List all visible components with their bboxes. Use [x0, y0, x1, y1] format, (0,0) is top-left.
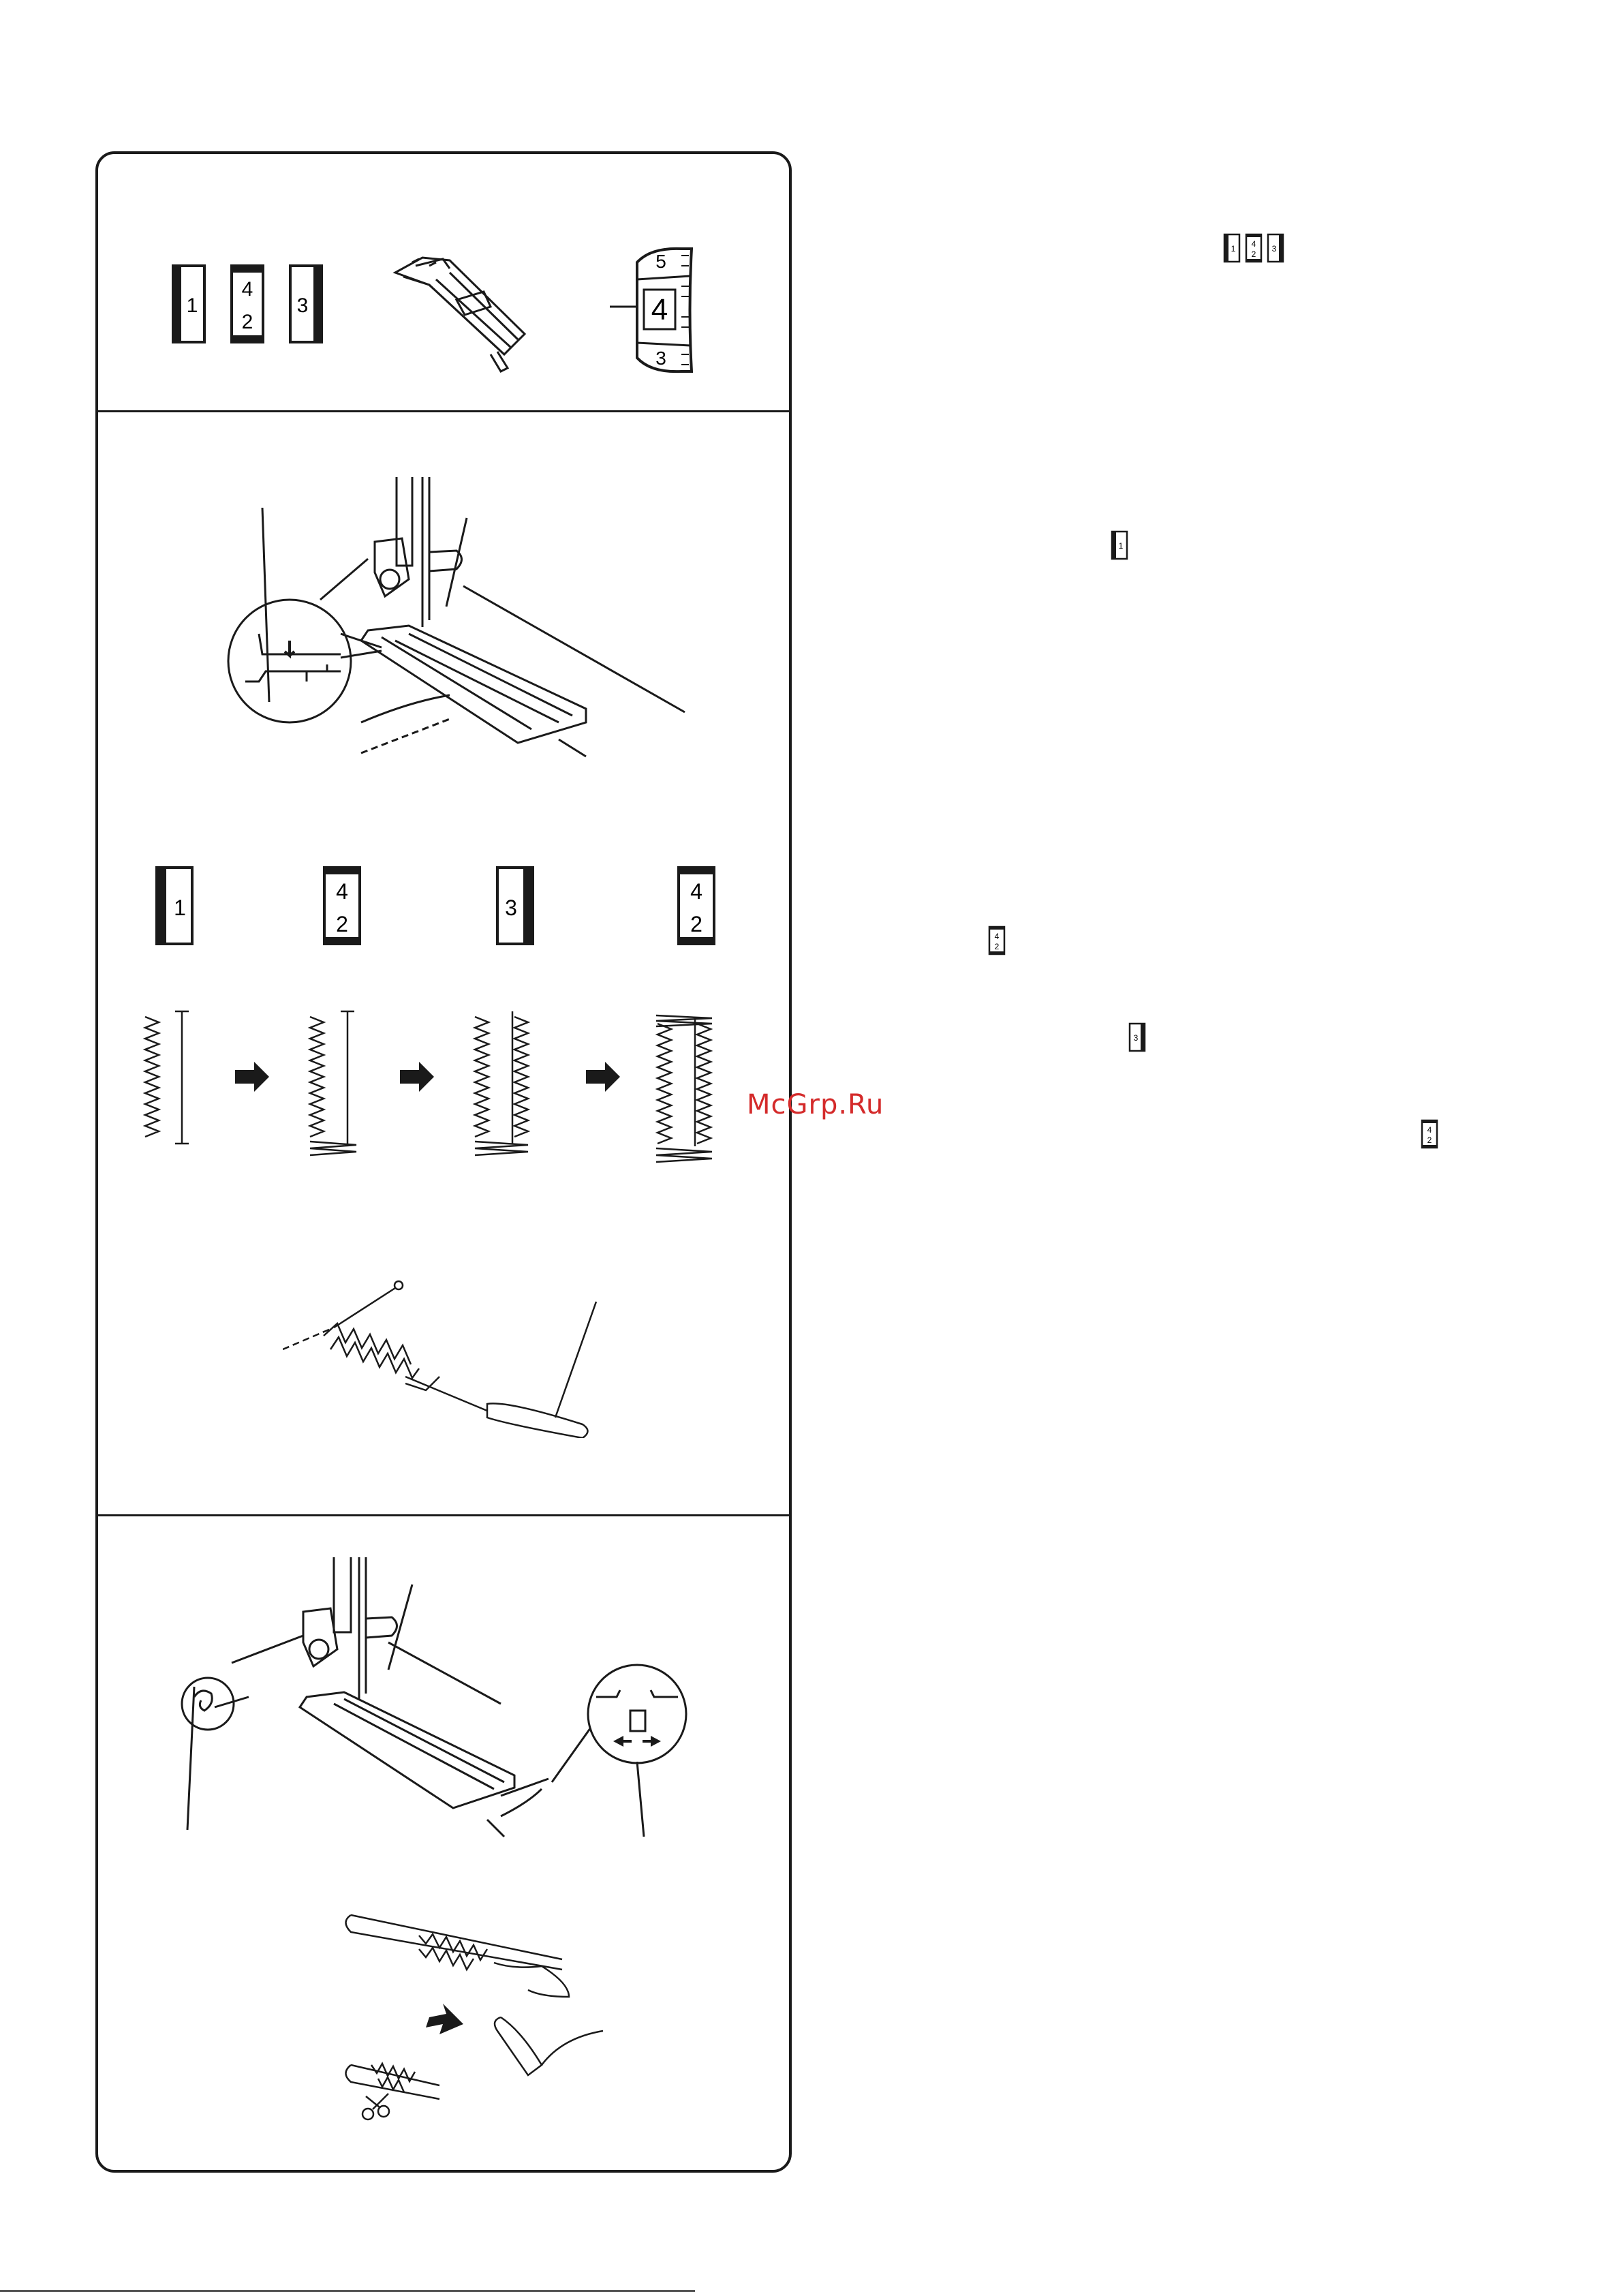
svg-text:4: 4: [1427, 1125, 1432, 1135]
row-phase-icon-1: [157, 868, 192, 944]
footer-rule: [0, 2290, 695, 2292]
svg-text:2: 2: [690, 912, 702, 936]
inline-icon-phase-3: [1128, 1022, 1146, 1052]
svg-text:5: 5: [655, 251, 666, 272]
inline-icon-phase-4-2-final: [1421, 1119, 1438, 1149]
cord-trim-illustration: [337, 1895, 610, 2140]
svg-text:1: 1: [1231, 244, 1236, 254]
row-phase-icon-3: [497, 868, 533, 944]
inline-icon-phase-4-2: [988, 925, 1006, 955]
svg-text:2: 2: [241, 311, 253, 333]
buttonhole-sequence: [140, 1002, 753, 1179]
watermark-text: McGrp.Ru: [747, 1089, 884, 1120]
svg-text:4: 4: [994, 932, 1000, 941]
buttonhole-foot-illustration: [388, 252, 538, 382]
svg-text:3: 3: [655, 348, 666, 369]
svg-text:2: 2: [336, 912, 348, 936]
svg-text:3: 3: [1133, 1033, 1139, 1043]
phase-icons-row: [136, 862, 749, 951]
svg-text:2: 2: [1251, 249, 1256, 259]
phase-icon-4-2: [232, 266, 263, 342]
svg-text:1: 1: [1118, 541, 1124, 551]
arrow-3: [586, 1062, 620, 1092]
svg-text:3: 3: [296, 294, 309, 317]
svg-text:1: 1: [174, 896, 186, 920]
phase-icons-set: [164, 260, 334, 349]
panel-divider-top: [97, 410, 790, 412]
row-phase-icon-4-2-final: [679, 868, 714, 944]
pull-arrow: [426, 2004, 463, 2034]
step-4: [656, 1015, 712, 1162]
svg-text:4: 4: [1251, 239, 1256, 249]
phase-icon-1: [173, 266, 204, 342]
arrow-1: [235, 1062, 269, 1092]
svg-text:3: 3: [1271, 244, 1277, 254]
svg-text:1: 1: [186, 294, 198, 317]
step-3: [475, 1011, 528, 1155]
buttonhole-foot-setup-illustration: [204, 477, 695, 763]
step-1: [145, 1011, 189, 1144]
panel-divider-bottom: [97, 1514, 790, 1516]
svg-text:4: 4: [241, 278, 253, 301]
svg-text:4: 4: [336, 879, 348, 904]
stitch-length-dial: [610, 242, 712, 378]
cord-foot-illustration: [174, 1557, 746, 1850]
row-phase-icon-4-2: [324, 868, 360, 944]
svg-text:2: 2: [1427, 1135, 1432, 1145]
arrow-2: [400, 1062, 434, 1092]
svg-text:3: 3: [505, 896, 517, 920]
step-2: [310, 1011, 356, 1155]
svg-text:2: 2: [994, 942, 1000, 951]
inline-icon-set-1: [1223, 233, 1286, 263]
seam-ripper-illustration: [283, 1274, 623, 1438]
inline-icon-phase-1: [1111, 530, 1128, 560]
phase-icon-3: [290, 266, 322, 342]
svg-text:4: 4: [690, 879, 702, 904]
svg-text:4: 4: [651, 293, 668, 326]
